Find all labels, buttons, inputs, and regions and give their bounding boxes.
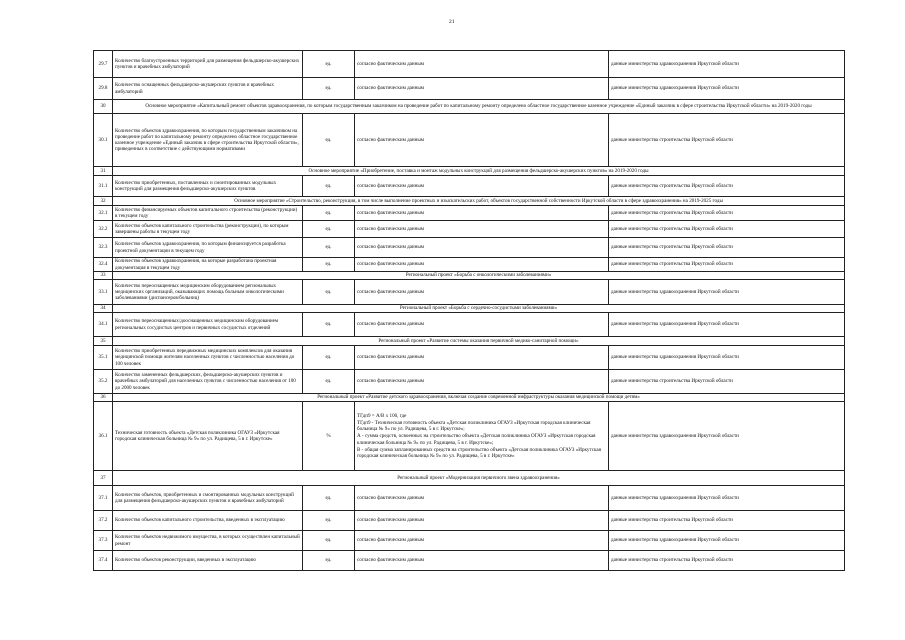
calculation-method: согласно фактическим данным bbox=[355, 206, 609, 221]
data-source: данные министерства здравоохранения Иркутской области bbox=[609, 486, 845, 511]
row-number: 32 bbox=[94, 197, 113, 206]
indicators-table bbox=[93, 50, 845, 571]
indicator-name: Количество объектов здравоохранения, на которые разработана проектная документация в текущем году bbox=[113, 258, 303, 272]
table-row bbox=[94, 238, 845, 258]
row-number: 33.1 bbox=[94, 280, 113, 305]
table-row bbox=[94, 531, 845, 551]
calculation-line: А - сумма средств, освоенных на строительство объекта «Детская поликлиника ОГАУЗ «Иркутская городская клиническая больница № 9» по ул. Радищева, 5 в г. Иркутске»; bbox=[357, 433, 596, 446]
table-row bbox=[94, 551, 845, 571]
data-source: данные министерства строительства Иркутской области bbox=[609, 551, 845, 571]
section-row bbox=[94, 197, 845, 206]
data-source: данные министерства строительства Иркутской области bbox=[609, 221, 845, 238]
data-source: данные министерства строительства Иркутской области bbox=[609, 238, 845, 258]
section-title: Региональный проект «Развитие детского здравоохранения, включая создание современной инфраструктуры оказания медицинской помощи детям» bbox=[113, 394, 845, 402]
unit-of-measure: ед. bbox=[303, 238, 355, 258]
indicator-name: Количество переоснащенных медицинским оборудованием региональных медицинских организаций, оказывающих помощь больным онкологическими заболеваниями (диспансеров/больниц) bbox=[113, 280, 303, 305]
calculation-method: согласно фактическим данным bbox=[355, 280, 609, 305]
row-number: 37 bbox=[94, 471, 113, 486]
calculation-method bbox=[355, 402, 609, 471]
calculation-method: согласно фактическим данным bbox=[355, 258, 609, 272]
section-title: Основное мероприятие «Приобретение, поставка и монтаж модульных конструкций для размещения фельдшерско-акушерских пунктов» на 2019-2020 годы bbox=[113, 167, 845, 176]
data-source: данные министерства здравоохранения Иркутской области bbox=[609, 531, 845, 551]
unit-of-measure: ед. bbox=[303, 511, 355, 531]
unit-of-measure: ед. bbox=[303, 531, 355, 551]
table-row bbox=[94, 511, 845, 531]
indicator-name: Количество объектов здравоохранения, по которым финансируется разработка проектной документации в текущем году bbox=[113, 238, 303, 258]
data-source: данные министерства строительства Иркутской области bbox=[609, 370, 845, 394]
calculation-line: В - общая сумма запланированных средств на строительство объекта «Детская поликлиника ОГАУЗ «Иркутская городская клиническая больница № 9» по ул. Радищева, 5 в г. Иркутске» bbox=[357, 446, 602, 459]
page-number: 21 bbox=[449, 19, 455, 25]
unit-of-measure: ед. bbox=[303, 370, 355, 394]
row-number: 37.3 bbox=[94, 531, 113, 551]
calculation-method: согласно фактическим данным bbox=[355, 176, 609, 197]
section-row bbox=[94, 337, 845, 346]
section-title: Основное мероприятие «Строительство, реконструкция, в том числе выполнение проектных и изыскательских работ, объектов государственной собственности Иркутской области в сфере здравоохранения» на 2019-2025 годы bbox=[113, 197, 845, 206]
row-number: 31 bbox=[94, 167, 113, 176]
calculation-method: согласно фактическим данным bbox=[355, 486, 609, 511]
indicator-name: Количество объектов реконструкции, введенных в эксплуатацию bbox=[113, 551, 303, 571]
unit-of-measure: ед. bbox=[303, 78, 355, 100]
data-source: данные министерства здравоохранения Иркутской области bbox=[609, 51, 845, 78]
table-row bbox=[94, 486, 845, 511]
section-row bbox=[94, 167, 845, 176]
unit-of-measure: % bbox=[303, 402, 355, 471]
data-source: данные министерства строительства Иркутской области bbox=[609, 176, 845, 197]
row-number: 32.4 bbox=[94, 258, 113, 272]
table-row bbox=[94, 258, 845, 272]
table-row bbox=[94, 206, 845, 221]
indicator-name: Количество замененных фельдшерских, фельдшерско-акушерских пунктов и врачебных амбулаторий для населенных пунктов с численностью населения от 100 до 2000 человек bbox=[113, 370, 303, 394]
unit-of-measure: ед. bbox=[303, 258, 355, 272]
table-row bbox=[94, 51, 845, 78]
unit-of-measure: ед. bbox=[303, 551, 355, 571]
row-number: 34.1 bbox=[94, 313, 113, 337]
section-title: Основное мероприятие «Капитальный ремонт объектов здравоохранения, по которым государственным заказчиком на проведение работ по капитальному ремонту определено областное государственное казенное учреждение «Единый заказчик в сфере строительства Иркутской области» на 2019-2020 годы bbox=[113, 100, 845, 114]
table-row bbox=[94, 402, 845, 471]
row-number: 32.2 bbox=[94, 221, 113, 238]
unit-of-measure: ед. bbox=[303, 313, 355, 337]
row-number: 31.1 bbox=[94, 176, 113, 197]
data-source: данные министерства здравоохранения Иркутской области bbox=[609, 280, 845, 305]
calculation-method: согласно фактическим данным bbox=[355, 551, 609, 571]
indicator-name: Количество благоустроенных территорий для размещения фельдшерско-акушерских пунктов и врачебных амбулаторий bbox=[113, 51, 303, 78]
indicator-name: Количество объектов, приобретенных и смонтированных модульных конструкций для размещения фельдшерско-акушерских пунктов и врачебных амбулаторий bbox=[113, 486, 303, 511]
unit-of-measure: ед. bbox=[303, 176, 355, 197]
unit-of-measure: ед. bbox=[303, 280, 355, 305]
row-number: 34 bbox=[94, 305, 113, 313]
indicator-name: Количество объектов недвижимого имущества, в которых осуществлен капитальный ремонт bbox=[113, 531, 303, 551]
section-title: Региональный проект «Модернизация первичного звена здравоохранения» bbox=[113, 471, 845, 486]
table-row bbox=[94, 221, 845, 238]
unit-of-measure: ед. bbox=[303, 346, 355, 370]
table-row bbox=[94, 370, 845, 394]
calculation-line: ТГдп9 - Техническая готовность объекта «Детская поликлиника ОГАУЗ «Иркутская городская клиническая больница № 9» по ул. Радищева, 5 в г. Иркутске»; bbox=[357, 419, 591, 433]
row-number: 29.8 bbox=[94, 78, 113, 100]
row-number: 29.7 bbox=[94, 51, 113, 78]
table-row bbox=[94, 114, 845, 167]
row-number: 36 bbox=[94, 394, 113, 402]
unit-of-measure: ед. bbox=[303, 114, 355, 167]
calculation-method: согласно фактическим данным bbox=[355, 221, 609, 238]
row-number: 33 bbox=[94, 272, 113, 280]
row-number: 35.2 bbox=[94, 370, 113, 394]
data-source: данные министерства здравоохранения Иркутской области bbox=[609, 346, 845, 370]
table-row bbox=[94, 313, 845, 337]
indicator-name: Количество финансируемых объектов капитального строительства (реконструкции) в текущем году bbox=[113, 206, 303, 221]
calculation-method: согласно фактическим данным bbox=[355, 78, 609, 100]
table-row bbox=[94, 280, 845, 305]
row-number: 32.1 bbox=[94, 206, 113, 221]
calculation-method: согласно фактическим данным bbox=[355, 511, 609, 531]
row-number: 35.1 bbox=[94, 346, 113, 370]
indicator-name: Количество объектов здравоохранения, по которым государственным заказчиком на проведение работ по капитальному ремонту определено областное государственное казенное учреждение «Единый заказчик в сфере строительства Иркутской области», приведенных в соответствие с действующими нормативами bbox=[113, 114, 303, 167]
data-source: данные министерства здравоохранения Иркутской области bbox=[609, 313, 845, 337]
row-number: 36.1 bbox=[94, 402, 113, 471]
section-row bbox=[94, 305, 845, 313]
row-number: 37.4 bbox=[94, 551, 113, 571]
row-number: 37.1 bbox=[94, 486, 113, 511]
data-source: данные министерства здравоохранения Иркутской области bbox=[609, 78, 845, 100]
row-number: 35 bbox=[94, 337, 113, 346]
indicator-name: Количество приобретенных передвижных медицинских комплексов для оказания медицинской помощи жителям населенных пунктов с численностью населения до 100 человек bbox=[113, 346, 303, 370]
calculation-method: согласно фактическим данным bbox=[355, 51, 609, 78]
section-title: Региональный проект «Развитие системы оказания первичной медико-санитарной помощи» bbox=[113, 337, 845, 346]
table-row bbox=[94, 346, 845, 370]
row-number: 30.1 bbox=[94, 114, 113, 167]
indicator-name: Количество оснащенных фельдшерско-акушерских пунктов и врачебных амбулаторий bbox=[113, 78, 303, 100]
indicator-name: Количество приобретенных, поставленных и смонтированных модульных конструкций для размещения фельдшерско-акушерских пунктов bbox=[113, 176, 303, 197]
unit-of-measure: ед. bbox=[303, 221, 355, 238]
data-source: данные министерства строительства Иркутской области bbox=[609, 114, 845, 167]
section-row bbox=[94, 272, 845, 280]
indicator-name: Количество объектов капитального строительства (реконструкции), по которым завершены работы в текущем году bbox=[113, 221, 303, 238]
section-title: Региональный проект «Борьба с сердечно-сосудистыми заболеваниями» bbox=[113, 305, 845, 313]
unit-of-measure: ед. bbox=[303, 51, 355, 78]
unit-of-measure: ед. bbox=[303, 486, 355, 511]
section-row bbox=[94, 394, 845, 402]
calculation-method: согласно фактическим данным bbox=[355, 346, 609, 370]
data-source: данные министерства строительства Иркутской области bbox=[609, 511, 845, 531]
table-row bbox=[94, 176, 845, 197]
row-number: 32.3 bbox=[94, 238, 113, 258]
row-number: 37.2 bbox=[94, 511, 113, 531]
section-row bbox=[94, 100, 845, 114]
data-source: данные министерства здравоохранения Иркутской области bbox=[609, 402, 845, 471]
section-title: Региональный проект «Борьба с онкологическими заболеваниями» bbox=[113, 272, 845, 280]
calculation-method: согласно фактическим данным bbox=[355, 370, 609, 394]
indicator-name: Техническая готовность объекта «Детская поликлиника ОГАУЗ «Иркутская городская клиническая больница № 9» по ул. Радищева, 5 в г. Иркутске» bbox=[113, 402, 303, 471]
calculation-line: ТГдп9 = А/В х 100, где bbox=[357, 412, 407, 419]
calculation-method: согласно фактическим данным bbox=[355, 531, 609, 551]
indicators-table-body bbox=[94, 51, 845, 571]
row-number: 30 bbox=[94, 100, 113, 114]
calculation-method: согласно фактическим данным bbox=[355, 114, 609, 167]
calculation-method: согласно фактическим данным bbox=[355, 238, 609, 258]
table-row bbox=[94, 78, 845, 100]
section-row bbox=[94, 471, 845, 486]
data-source: данные министерства строительства Иркутской области bbox=[609, 206, 845, 221]
unit-of-measure: ед. bbox=[303, 206, 355, 221]
indicator-name: Количество переоснащенных/дооснащенных медицинским оборудованием региональных сосудистых центров и первичных сосудистых отделений bbox=[113, 313, 303, 337]
calculation-method: согласно фактическим данным bbox=[355, 313, 609, 337]
data-source: данные министерства строительства Иркутской области bbox=[609, 258, 845, 272]
indicator-name: Количество объектов капитального строительства, введенных в эксплуатацию bbox=[113, 511, 303, 531]
